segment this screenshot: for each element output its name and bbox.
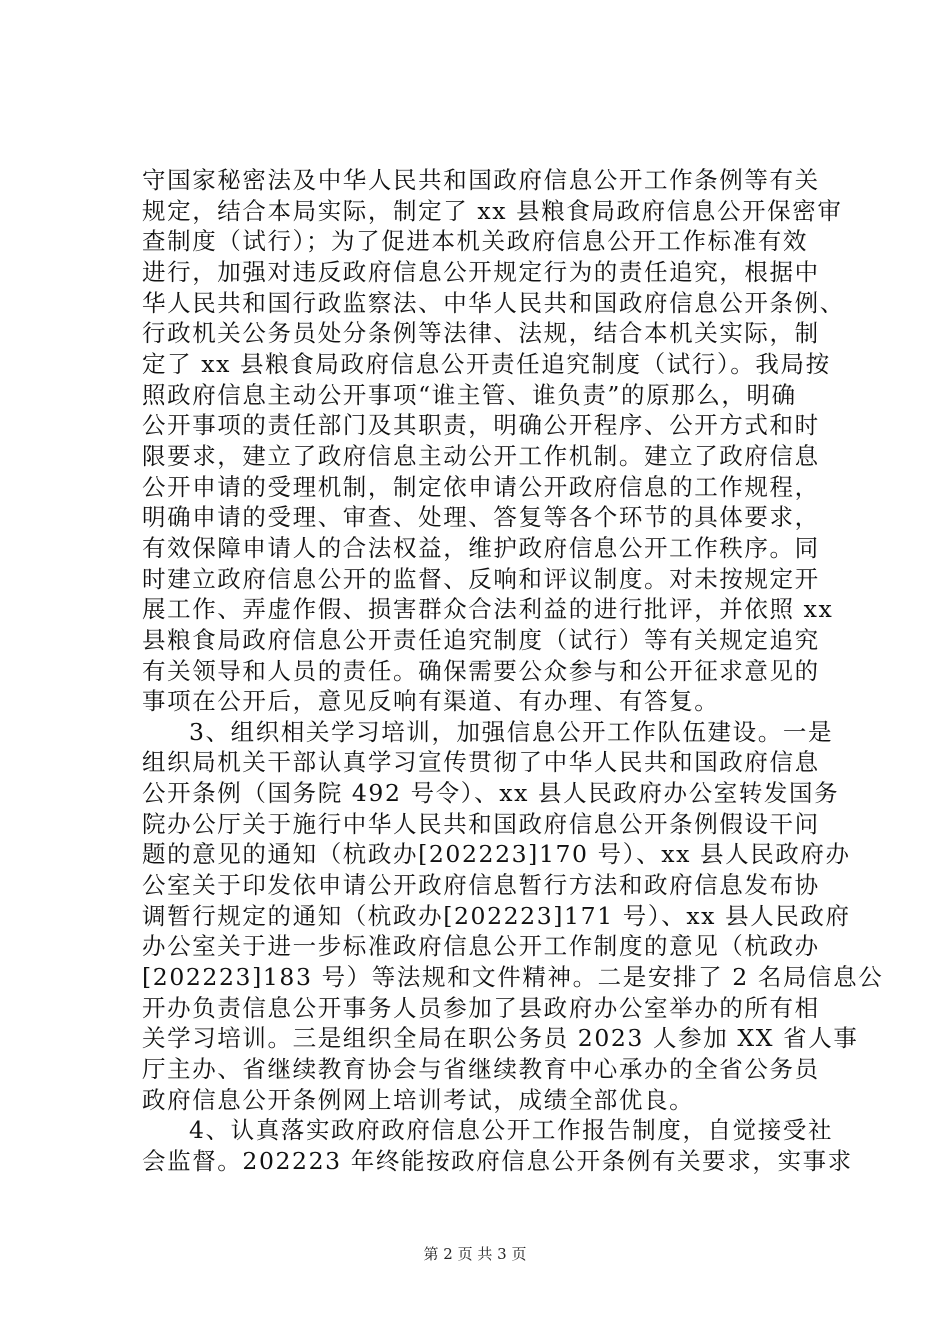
text-line: 华人民共和国行政监察法、中华人民共和国政府信息公开条例、 bbox=[142, 288, 845, 317]
text-line: 展工作、弄虚作假、损害群众合法利益的进行批评，并依照 xx bbox=[142, 595, 834, 624]
text-line: 政府信息公开条例网上培训考试，成绩全部优良。 bbox=[142, 1085, 695, 1114]
text-line: 公开事项的责任部门及其职责，明确公开程序、公开方式和时 bbox=[142, 411, 820, 440]
text-line: 有效保障申请人的合法权益，维护政府信息公开工作秩序。同 bbox=[142, 533, 820, 562]
text-line: 3、组织相关学习培训，加强信息公开工作队伍建设。一是 bbox=[189, 717, 834, 746]
text-line: 定了 xx 县粮食局政府信息公开责任追究制度（试行）。我局按 bbox=[142, 349, 831, 378]
text-line: 会监督。202223 年终能按政府信息公开条例有关要求，实事求 bbox=[142, 1147, 853, 1175]
text-line: 公室关于印发依申请公开政府信息暂行方法和政府信息发布协 bbox=[142, 871, 820, 900]
text-line: 事项在公开后，意见反响有渠道、有办理、有答复。 bbox=[142, 687, 720, 716]
text-line: 时建立政府信息公开的监督、反响和评议制度。对未按规定开 bbox=[142, 564, 820, 593]
text-line: 办公室关于进一步标准政府信息公开工作制度的意见（杭政办 bbox=[142, 932, 820, 961]
text-line: 关学习培训。三是组织全局在职公务员 2023 人参加 XX 省人事 bbox=[142, 1024, 859, 1053]
text-line: 进行，加强对违反政府信息公开规定行为的责任追究，根据中 bbox=[142, 257, 820, 286]
text-line: 守国家秘密法及中华人民共和国政府信息公开工作条例等有关 bbox=[142, 166, 820, 194]
text-line: 院办公厅关于施行中华人民共和国政府信息公开条例假设干问 bbox=[142, 809, 820, 838]
text-line: 4、认真落实政府政府信息公开工作报告制度，自觉接受社 bbox=[189, 1116, 834, 1145]
text-line: 明确申请的受理、审查、处理、答复等各个环节的具体要求， bbox=[142, 503, 820, 532]
text-line: 限要求，建立了政府信息主动公开工作机制。建立了政府信息 bbox=[142, 441, 820, 470]
text-line: 查制度（试行）；为了促进本机关政府信息公开工作标准有效 bbox=[142, 227, 808, 256]
text-line: 规定，结合本局实际，制定了 xx 县粮食局政府信息公开保密审 bbox=[142, 196, 843, 225]
text-line: 有关领导和人员的责任。确保需要公众参与和公开征求意见的 bbox=[142, 656, 820, 685]
text-line: 厅主办、省继续教育协会与省继续教育中心承办的全省公务员 bbox=[142, 1055, 820, 1084]
text-line: 开办负责信息公开事务人员参加了县政府办公室举办的所有相 bbox=[142, 993, 820, 1022]
text-line: 县粮食局政府信息公开责任追究制度（试行）等有关规定追究 bbox=[142, 625, 820, 654]
text-line: 照政府信息主动公开事项“谁主管、谁负责”的原那么，明确 bbox=[142, 380, 797, 409]
text-line: 题的意见的通知（杭政办[202223]170 号）、xx 县人民政府办 bbox=[142, 840, 851, 869]
text-line: [202223]183 号）等法规和文件精神。二是安排了 2 名局信息公 bbox=[142, 963, 884, 992]
text-line: 公开条例（国务院 492 号令）、xx 县人民政府办公室转发国务 bbox=[142, 779, 840, 808]
text-line: 行政机关公务员处分条例等法律、法规，结合本机关实际，制 bbox=[142, 319, 820, 348]
text-line: 公开申请的受理机制，制定依申请公开政府信息的工作规程， bbox=[142, 472, 820, 501]
text-line: 调暂行规定的通知（杭政办[202223]171 号）、xx 县人民政府 bbox=[142, 901, 851, 930]
text-line: 组织局机关干部认真学习宣传贯彻了中华人民共和国政府信息 bbox=[142, 748, 820, 777]
document-body bbox=[142, 165, 884, 1177]
page-footer: 第 2 页 共 3 页 bbox=[423, 1245, 527, 1263]
